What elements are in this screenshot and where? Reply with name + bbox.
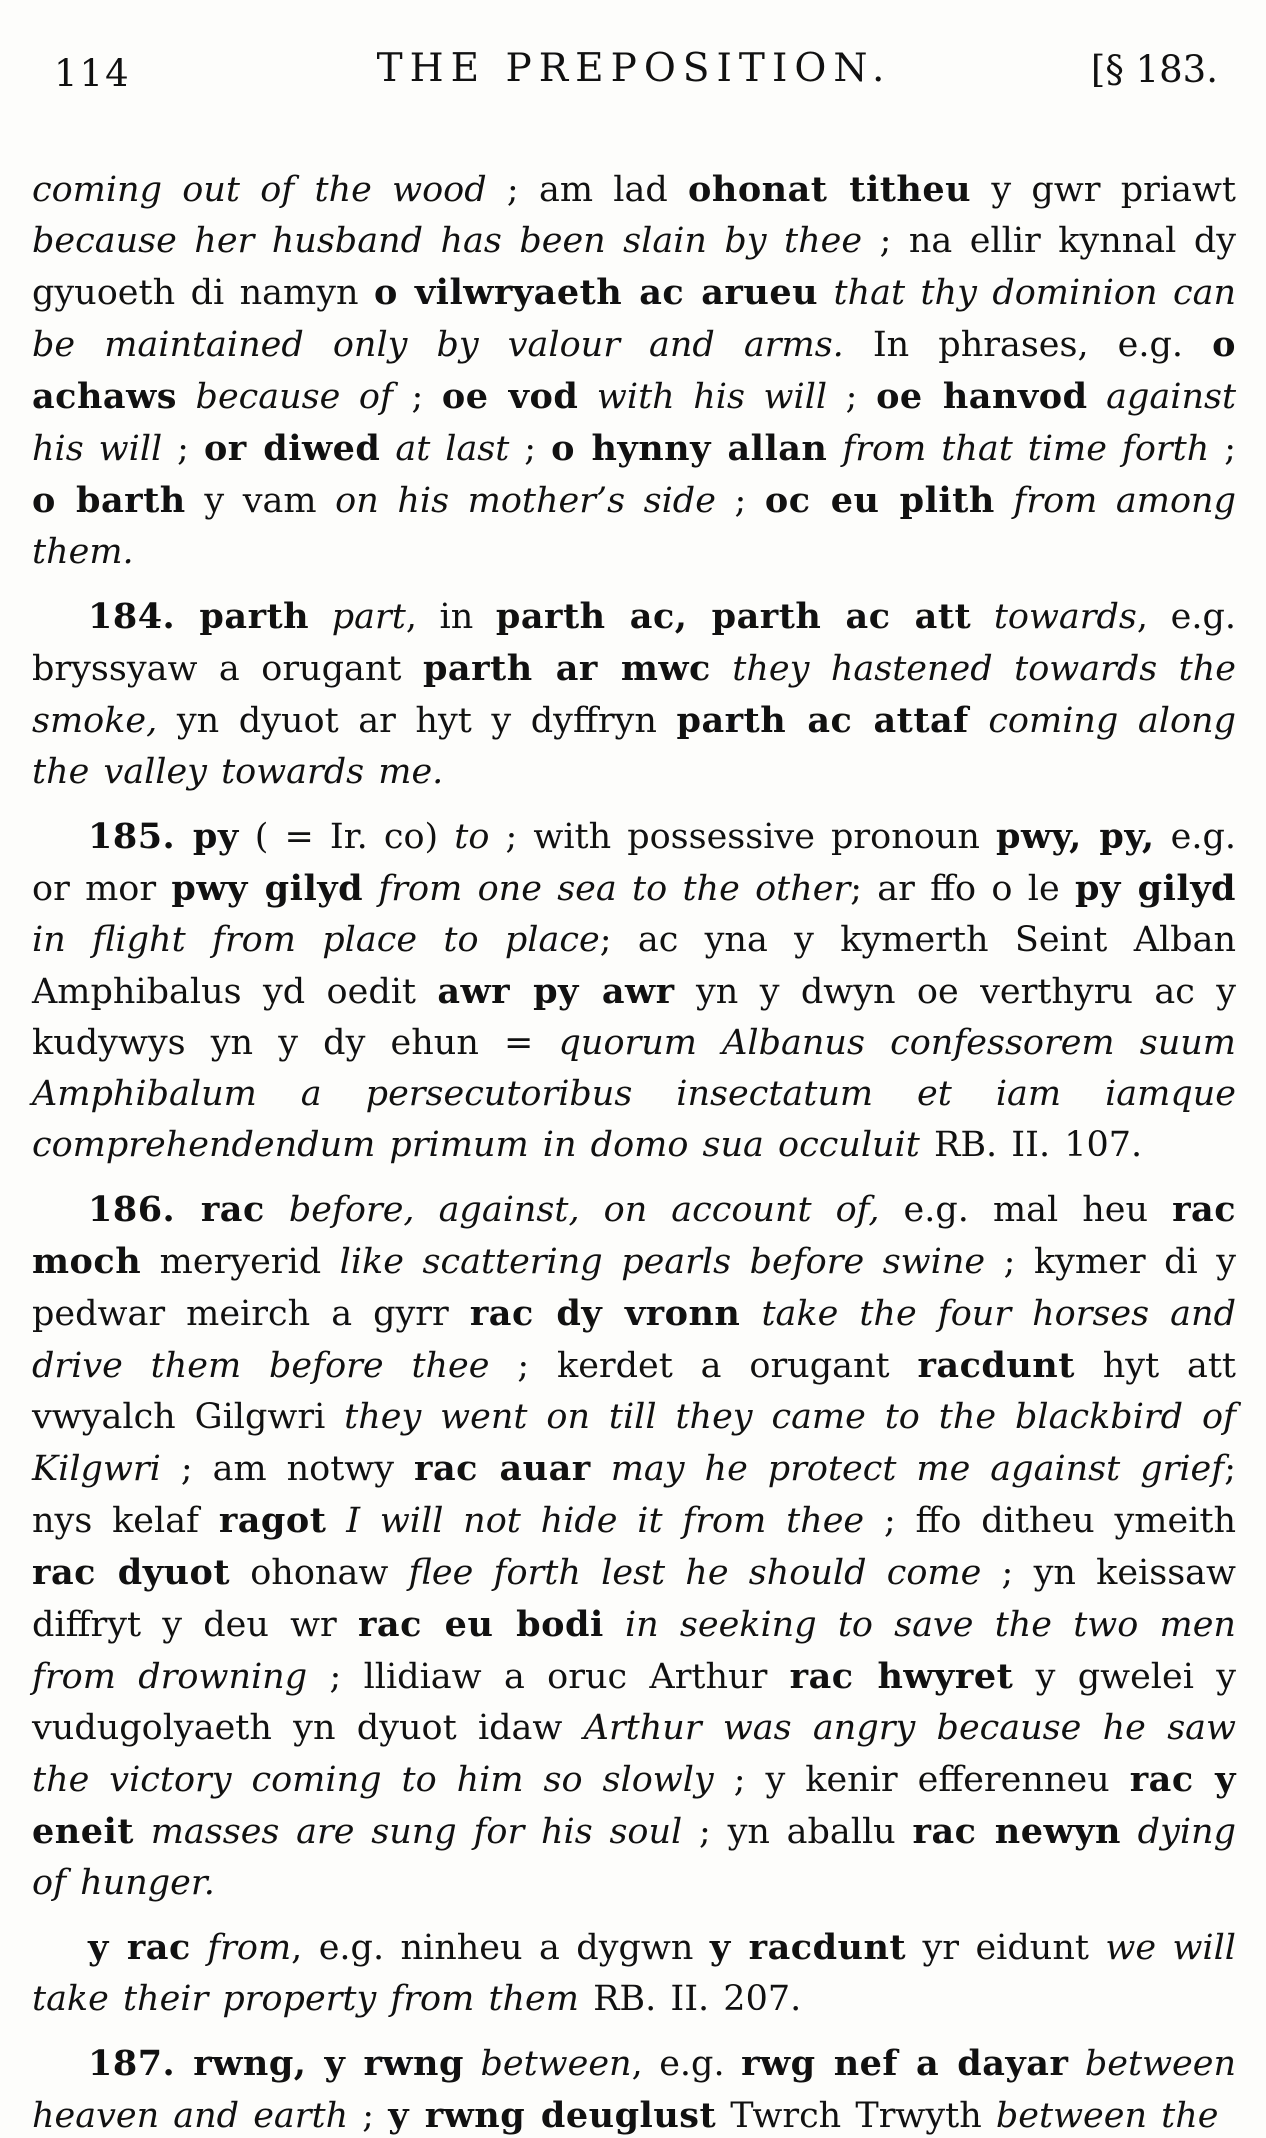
body-text: yn dyuot ar hyt y dyffryn	[157, 701, 677, 741]
translation-italic: from among them.	[32, 481, 1237, 572]
body-text: ; kerdet a orugant	[489, 1346, 918, 1386]
body-text: ; ffo ditheu ymeith	[864, 1501, 1236, 1541]
body-text: ;	[827, 377, 877, 417]
body-text: ; na ellir kynnal dy gyuoeth di namyn	[32, 221, 1237, 313]
paragraph	[32, 1184, 1236, 1909]
paragraph	[32, 591, 1236, 798]
translation-italic: to	[454, 817, 490, 857]
welsh-phrase-bold: awr py awr	[437, 971, 675, 1012]
body-text: ; with possessive pronoun	[489, 817, 996, 857]
welsh-phrase-bold: rac hwyret	[789, 1656, 1014, 1697]
body-text: ohonaw	[230, 1553, 409, 1593]
body-text: , e.g. bryssyaw a orugant	[32, 597, 1236, 689]
welsh-phrase-bold: or diwed	[203, 428, 381, 469]
welsh-phrase-bold: oe hanvod	[876, 376, 1088, 417]
body-text: ; yn aballu	[682, 1812, 913, 1852]
translation-italic: towards	[971, 597, 1137, 637]
translation-italic: coming along the valley towards me.	[32, 701, 1237, 792]
body-text: y gwelei y vudugolyaeth yn dyuot idaw	[32, 1657, 1237, 1748]
welsh-phrase-bold: pwy gilyd	[171, 868, 364, 909]
body-text: ;	[348, 2096, 389, 2136]
body-text: ;	[162, 429, 204, 469]
body-text: ; am notwy	[160, 1449, 415, 1489]
translation-italic: at last	[380, 429, 510, 469]
body-text: ;	[509, 429, 552, 469]
welsh-phrase-bold: rac moch	[32, 1189, 1237, 1282]
body-text: ; ar ffo o le	[850, 869, 1075, 909]
body-text: ; am lad	[486, 170, 689, 210]
welsh-phrase-bold: oc eu plith	[764, 480, 995, 521]
page-number: 114	[54, 52, 131, 95]
translation-italic: from that time forth	[827, 429, 1210, 469]
welsh-phrase-bold: 187. rwng, y rwng	[88, 2043, 464, 2084]
page-body	[32, 164, 1236, 2138]
welsh-phrase-bold: o hynny allan	[551, 428, 828, 469]
paragraph	[32, 811, 1236, 1171]
translation-italic: between the	[995, 2096, 1219, 2136]
body-text: y gwr priawt	[971, 170, 1236, 210]
translation-italic: they went on till they came to the blackbird of Kilgwri	[32, 1397, 1236, 1489]
translation-italic: with his will	[578, 377, 828, 417]
translation-italic: between	[463, 2044, 632, 2084]
translation-italic: that thy dominion can be maintained only by valour and arms.	[32, 273, 1236, 365]
translation-italic: part	[309, 597, 406, 637]
welsh-phrase-bold: rac newyn	[912, 1811, 1121, 1852]
section-reference: [§ 183.	[1090, 48, 1218, 91]
body-text: ( = Ir. co)	[238, 817, 455, 857]
welsh-phrase-bold: o vilwryaeth ac arueu	[373, 272, 819, 313]
welsh-phrase-bold: o achaws	[32, 324, 1236, 417]
body-text: e.g. mal heu	[879, 1190, 1173, 1230]
translation-italic: flee forth lest he should come	[408, 1553, 982, 1593]
welsh-phrase-bold: parth ac, parth ac att	[495, 596, 972, 637]
body-text: ; y kenir efferenneu	[713, 1760, 1130, 1800]
body-text: RB. II. 107.	[919, 1125, 1143, 1165]
paragraph	[32, 164, 1236, 578]
welsh-phrase-bold: o barth	[32, 480, 186, 521]
translation-italic: from	[190, 1928, 292, 1968]
welsh-phrase-bold: pwy, py,	[995, 816, 1155, 857]
body-text: ;	[715, 481, 765, 521]
translation-italic: Arthur was angry because he saw the victory coming to him so slowly	[32, 1708, 1236, 1800]
body-text: , e.g. ninheu a dygwn	[291, 1928, 710, 1968]
body-text: In phrases, e.g.	[843, 325, 1213, 365]
body-text: RB. II. 207.	[578, 1979, 802, 2019]
body-text: yn y dwyn oe verthyru ac y kudywys yn y dy ehun =	[32, 972, 1236, 1063]
body-text: yr eidunt	[906, 1928, 1106, 1968]
translation-italic: dying of hunger.	[32, 1812, 1236, 1903]
welsh-phrase-bold: rac dyuot	[32, 1552, 230, 1593]
body-text: ;	[1209, 429, 1237, 469]
translation-italic: in seeking to save the two men from drowning	[32, 1605, 1236, 1697]
welsh-phrase-bold: py gilyd	[1074, 868, 1237, 909]
translation-italic: we will take their property from them	[32, 1928, 1236, 2019]
translation-italic: quorum Albanus confessorem suum Amphibalum a persecutoribus insectatum et iam iamque comprehendendum primum in domo sua occuluit	[32, 1023, 1236, 1165]
running-title: THE PREPOSITION.	[376, 46, 892, 91]
translation-italic: from one sea to the other	[363, 869, 851, 909]
page-header	[32, 46, 1236, 104]
translation-italic: I will not hide it from thee	[326, 1501, 865, 1541]
translation-italic: coming out of the wood	[32, 170, 487, 210]
body-text: ; kymer di y pedwar meirch a gyrr	[32, 1242, 1237, 1334]
welsh-phrase-bold: 184. parth	[88, 596, 310, 637]
welsh-phrase-bold: oe vod	[441, 376, 579, 417]
body-text: , e.g.	[631, 2044, 742, 2084]
body-text: ; llidiaw a oruc Arthur	[307, 1657, 790, 1697]
translation-italic: masses are sung for his soul	[133, 1812, 683, 1852]
paragraph	[32, 2038, 1236, 2138]
body-text: ;	[392, 377, 442, 417]
translation-italic: like scattering pearls before swine	[339, 1242, 986, 1282]
body-text: e.g. or mor	[32, 817, 1236, 909]
welsh-phrase-bold: y racdunt	[709, 1927, 907, 1968]
welsh-phrase-bold: rac eu bodi	[357, 1604, 604, 1645]
welsh-phrase-bold: rwg nef a dayar	[741, 2043, 1069, 2084]
welsh-phrase-bold: parth ar mwc	[422, 648, 711, 689]
body-text: y vam	[185, 481, 336, 521]
body-text: , in	[405, 597, 496, 637]
body-text: Twrch Trwyth	[716, 2096, 996, 2136]
welsh-phrase-bold: rac auar	[414, 1448, 591, 1489]
welsh-phrase-bold: racdunt	[917, 1345, 1075, 1386]
welsh-phrase-bold: ragot	[218, 1500, 327, 1541]
translation-italic: they hastened towards the smoke,	[32, 649, 1237, 741]
translation-italic: because of	[176, 377, 393, 417]
translation-italic: before, against, on account of,	[264, 1190, 880, 1230]
translation-italic: between heaven and earth	[32, 2044, 1237, 2136]
translation-italic: in flight from place to place	[32, 920, 600, 960]
welsh-phrase-bold: parth ac attaf	[676, 700, 969, 741]
translation-italic: may he protect me against grief	[590, 1449, 1225, 1489]
welsh-phrase-bold: 185. py	[88, 816, 239, 857]
welsh-phrase-bold: y rac	[88, 1927, 191, 1968]
paragraph	[32, 1922, 1236, 2025]
welsh-phrase-bold: y rwng deuglust	[388, 2095, 717, 2136]
translation-italic: on his mother’s side	[335, 481, 716, 521]
body-text: ; yn keissaw diffryt y deu wr	[32, 1553, 1236, 1645]
welsh-phrase-bold: 186. rac	[88, 1189, 265, 1230]
body-text: ; ac yna y kymerth Seint Alban Amphibalus yd oedit	[32, 920, 1236, 1012]
welsh-phrase-bold: ohonat titheu	[688, 169, 972, 210]
translation-italic: because her husband has been slain by thee	[32, 221, 863, 261]
body-text: ; nys kelaf	[32, 1449, 1236, 1541]
body-text: hyt att vwyalch Gilgwri	[32, 1346, 1236, 1437]
body-text: meryerid	[141, 1242, 340, 1282]
welsh-phrase-bold: rac dy vronn	[469, 1293, 741, 1334]
translation-italic: take the four horses and drive them before thee	[32, 1294, 1236, 1386]
translation-italic: against his will	[32, 377, 1237, 469]
welsh-phrase-bold: rac y eneit	[32, 1759, 1237, 1852]
